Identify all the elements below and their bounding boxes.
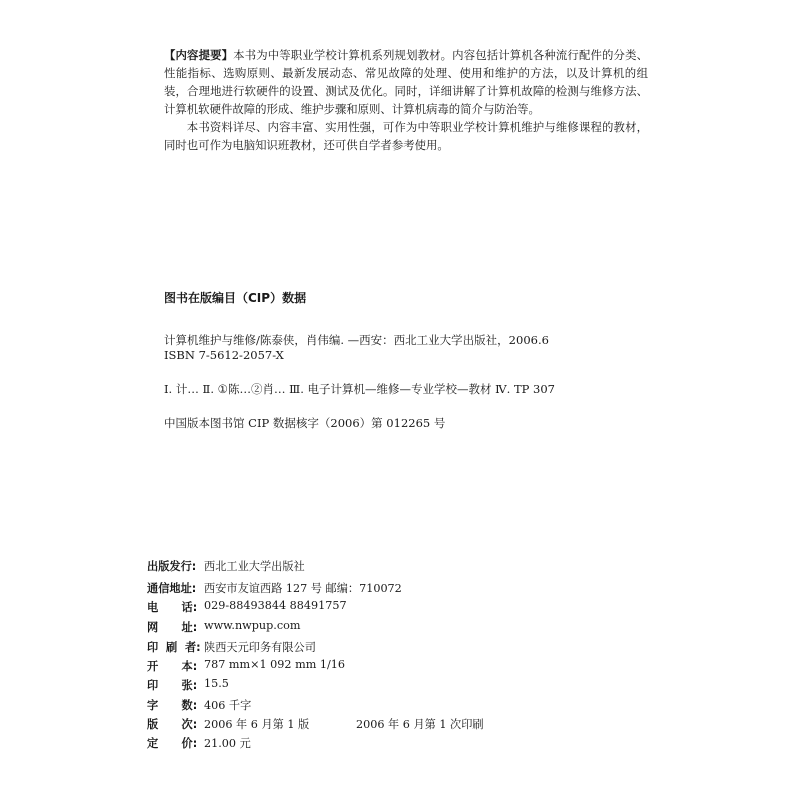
info-value: 787 mm×1 092 mm 1/16 xyxy=(204,658,345,671)
cip-classification: Ⅰ. 计… Ⅱ. ①陈…②肖… Ⅲ. 电子计算机—维修—专业学校—教材 Ⅳ. TP 307 xyxy=(164,382,555,396)
info-value: www.nwpup.com xyxy=(204,619,301,632)
summary-paragraph-2: 本书资料详尽、内容丰富、实用性强，可作为中等职业学校计算机维护与维修课程的教材，同时也可作为电脑知识班教材，还可供自学者参考使用。 xyxy=(164,120,648,152)
cip-book-info: 计算机维护与维修/陈泰侠，肖伟编. —西安：西北工业大学出版社，2006.6 xyxy=(164,333,549,347)
cip-isbn: ISBN 7-5612-2057-X xyxy=(164,348,284,362)
info-value: 029-88493844 88491757 xyxy=(204,599,347,612)
info-label: 版 次: xyxy=(147,718,198,731)
summary-text-1: 本书为中等职业学校计算机系列规划教材。内容包括计算机各种流行配件的分类、性能指标、选购原则、最新发展动态、常见故障的处理、使用和维护的方法，以及计算机的组装，合理地进行软硬件的设置、测试及优化。同时，详细讲解了计算机故障的检测与维修方法、计算机软硬件故障的形成、维护步骤和原则、计算机病毒的简介与防治等。 xyxy=(164,48,648,116)
info-label: 电 话: xyxy=(147,601,198,614)
info-label: 字 数: xyxy=(147,699,198,712)
info-label: 印 张: xyxy=(147,679,198,692)
info-label: 网 址: xyxy=(147,621,198,634)
info-value: 西安市友谊西路 127 号 邮编：710072 xyxy=(204,582,402,595)
cip-title: 图书在版编目（CIP）数据 xyxy=(164,291,307,305)
cip-record-number: 中国版本图书馆 CIP 数据核字（2006）第 012265 号 xyxy=(164,416,446,430)
content-summary xyxy=(164,46,648,154)
info-label: 出版发行: xyxy=(147,560,197,573)
summary-paragraph-1 xyxy=(164,46,648,118)
info-value: 陕西天元印务有限公司 xyxy=(204,641,316,654)
info-printing: 2006 年 6 月第 1 次印刷 xyxy=(356,718,484,731)
info-value: 406 千字 xyxy=(204,699,252,712)
summary-tag: 【内容提要】 xyxy=(164,48,234,62)
info-value: 21.00 元 xyxy=(204,737,251,750)
info-label: 印 刷 者: xyxy=(147,641,201,654)
info-label: 通信地址: xyxy=(147,582,197,595)
info-label: 开 本: xyxy=(147,660,198,673)
info-label: 定 价: xyxy=(147,737,198,750)
info-value: 2006 年 6 月第 1 版 xyxy=(204,718,310,731)
info-value: 西北工业大学出版社 xyxy=(204,560,305,573)
info-value: 15.5 xyxy=(204,677,229,690)
